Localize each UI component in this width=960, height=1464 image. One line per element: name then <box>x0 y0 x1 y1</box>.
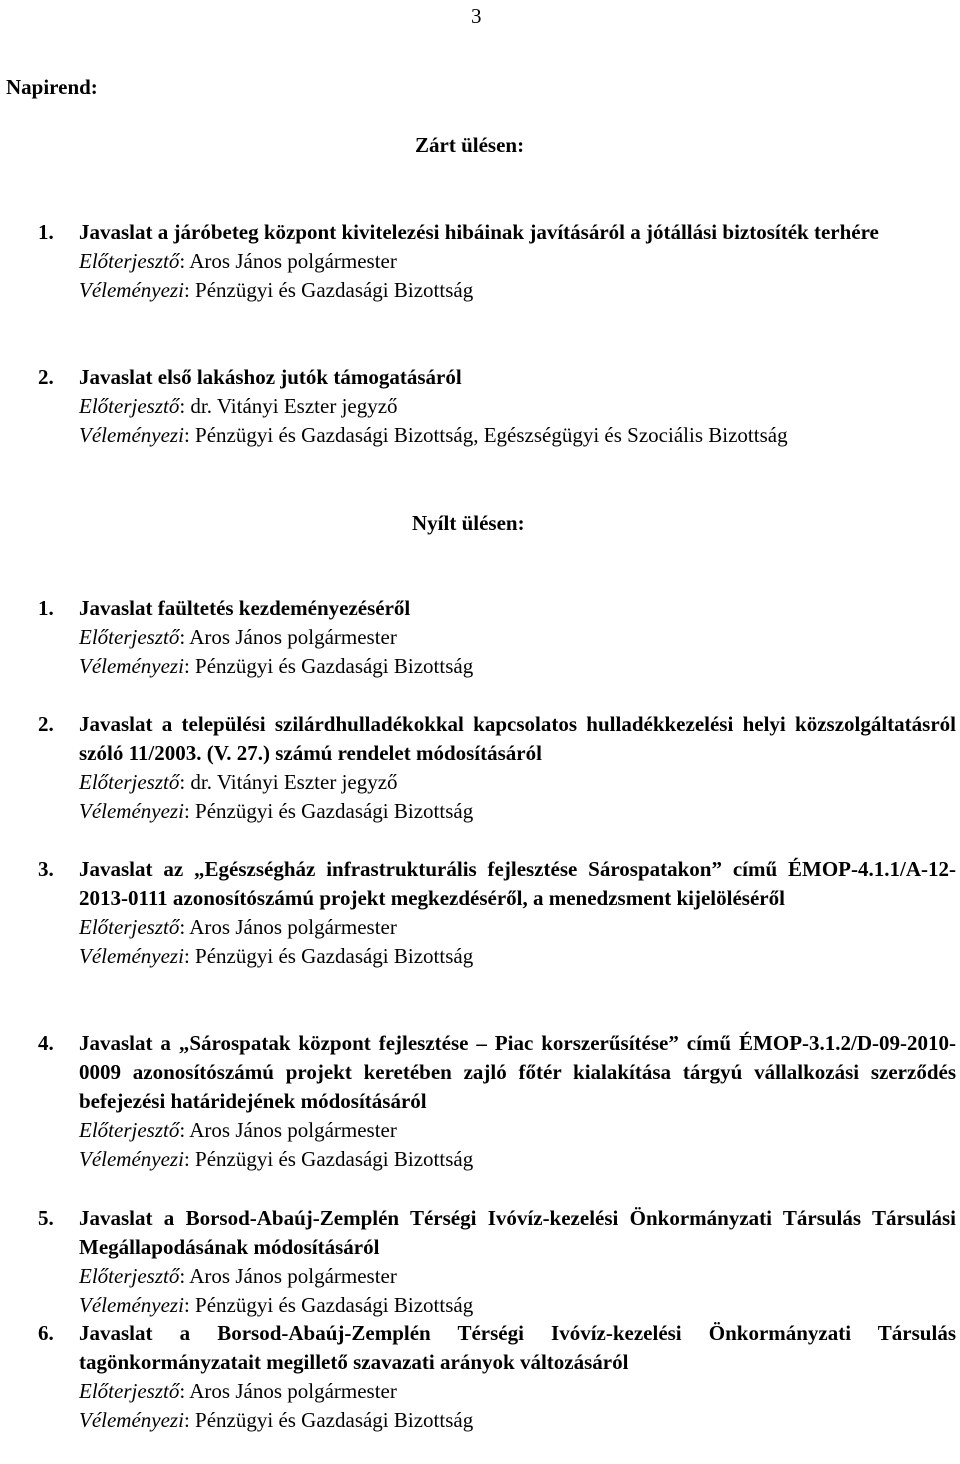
closed-item-1 <box>38 218 956 305</box>
reviewer-label: Véleményezi <box>79 654 184 678</box>
item-title: Javaslat első lakáshoz jutók támogatásáról <box>79 365 462 389</box>
presenter-label: Előterjesztő <box>79 249 180 273</box>
reviewer-value: : Pénzügyi és Gazdasági Bizottság <box>183 1147 474 1171</box>
item-title: Javaslat a Borsod-Abaúj-Zemplén Térségi Ivóvíz-kezelési Önkormányzati Társulás tagönkormányzatait megillető szavazati arányok változásáról <box>79 1321 956 1374</box>
presenter-label: Előterjesztő <box>79 770 180 794</box>
item-title: Javaslat az „Egészségház infrastrukturális fejlesztése Sárospatakon” című ÉMOP-4.1.1/A-12-2013-0111 azonosítószámú projekt megkezdéséről, a menedzsment kijelöléséről <box>79 857 956 910</box>
item-reviewer <box>79 421 956 450</box>
reviewer-label: Véleményezi <box>79 1293 184 1317</box>
presenter-label: Előterjesztő <box>79 915 180 939</box>
item-presenter <box>79 623 956 652</box>
open-item-1 <box>38 594 956 681</box>
item-title: Javaslat a járóbeteg központ kivitelezési hibáinak javításáról a jótállási biztosíték terhére <box>79 220 879 244</box>
presenter-value: : Aros János polgármester <box>179 1264 397 1288</box>
reviewer-label: Véleményezi <box>79 1147 184 1171</box>
reviewer-value: : Pénzügyi és Gazdasági Bizottság <box>183 654 474 678</box>
item-reviewer <box>79 276 956 305</box>
item-number: 2. <box>38 712 54 736</box>
item-reviewer <box>79 1291 956 1320</box>
item-number: 1. <box>38 596 54 620</box>
presenter-label: Előterjesztő <box>79 1379 180 1403</box>
open-item-2 <box>38 710 956 826</box>
item-reviewer <box>79 652 956 681</box>
presenter-value: : dr. Vitányi Eszter jegyző <box>179 770 398 794</box>
item-number: 5. <box>38 1206 54 1230</box>
item-presenter <box>79 913 956 942</box>
reviewer-label: Véleményezi <box>79 278 184 302</box>
open-item-4 <box>38 1029 956 1174</box>
reviewer-value: : Pénzügyi és Gazdasági Bizottság <box>183 1293 474 1317</box>
item-presenter <box>79 247 956 276</box>
presenter-value: : dr. Vitányi Eszter jegyző <box>179 394 398 418</box>
agenda-title: Napirend: <box>6 75 98 99</box>
presenter-value: : Aros János polgármester <box>179 915 397 939</box>
reviewer-value: : Pénzügyi és Gazdasági Bizottság <box>183 1408 474 1432</box>
reviewer-value: : Pénzügyi és Gazdasági Bizottság <box>183 944 474 968</box>
item-title: Javaslat a Borsod-Abaúj-Zemplén Térségi Ivóvíz-kezelési Önkormányzati Társulás Társulási Megállapodásának módosításáról <box>79 1206 956 1259</box>
item-number: 3. <box>38 857 54 881</box>
item-presenter <box>79 392 956 421</box>
item-number: 6. <box>38 1321 54 1345</box>
open-item-5 <box>38 1204 956 1320</box>
item-title: Javaslat faültetés kezdeményezéséről <box>79 596 411 620</box>
open-item-3 <box>38 855 956 971</box>
item-reviewer <box>79 1145 956 1174</box>
item-number: 1. <box>38 220 54 244</box>
presenter-value: : Aros János polgármester <box>179 1379 397 1403</box>
presenter-label: Előterjesztő <box>79 625 180 649</box>
item-title: Javaslat a települési szilárdhulladékokkal kapcsolatos hulladékkezelési helyi közszolgáltatásról szóló 11/2003. (V. 27.) számú rendelet módosításáról <box>79 712 956 765</box>
item-title: Javaslat a „Sárospatak központ fejlesztése – Piac korszerűsítése” című ÉMOP-3.1.2/D-09-2010-0009 azonosítószámú projekt keretében zajló főtér kialakítása tárgyú vállalkozási szerződés befejezési határidejének módosításáról <box>79 1031 956 1113</box>
reviewer-value: : Pénzügyi és Gazdasági Bizottság <box>183 278 474 302</box>
item-reviewer <box>79 797 956 826</box>
item-presenter <box>79 768 956 797</box>
section-title-closed: Zárt ülésen: <box>415 133 525 157</box>
presenter-label: Előterjesztő <box>79 394 180 418</box>
section-title-open: Nyílt ülésen: <box>412 511 525 535</box>
reviewer-label: Véleményezi <box>79 423 184 447</box>
page-number: 3 <box>471 4 482 28</box>
item-presenter <box>79 1377 956 1406</box>
reviewer-label: Véleményezi <box>79 799 184 823</box>
presenter-value: : Aros János polgármester <box>179 1118 397 1142</box>
item-reviewer <box>79 1406 956 1435</box>
item-number: 2. <box>38 365 54 389</box>
reviewer-value: : Pénzügyi és Gazdasági Bizottság, Egészségügyi és Szociális Bizottság <box>183 423 788 447</box>
item-number: 4. <box>38 1031 54 1055</box>
reviewer-value: : Pénzügyi és Gazdasági Bizottság <box>183 799 474 823</box>
presenter-value: : Aros János polgármester <box>179 249 397 273</box>
reviewer-label: Véleményezi <box>79 1408 184 1432</box>
presenter-label: Előterjesztő <box>79 1118 180 1142</box>
item-presenter <box>79 1262 956 1291</box>
item-reviewer <box>79 942 956 971</box>
presenter-value: : Aros János polgármester <box>179 625 397 649</box>
reviewer-label: Véleményezi <box>79 944 184 968</box>
closed-item-2 <box>38 363 956 450</box>
presenter-label: Előterjesztő <box>79 1264 180 1288</box>
open-item-6 <box>38 1319 956 1435</box>
item-presenter <box>79 1116 956 1145</box>
